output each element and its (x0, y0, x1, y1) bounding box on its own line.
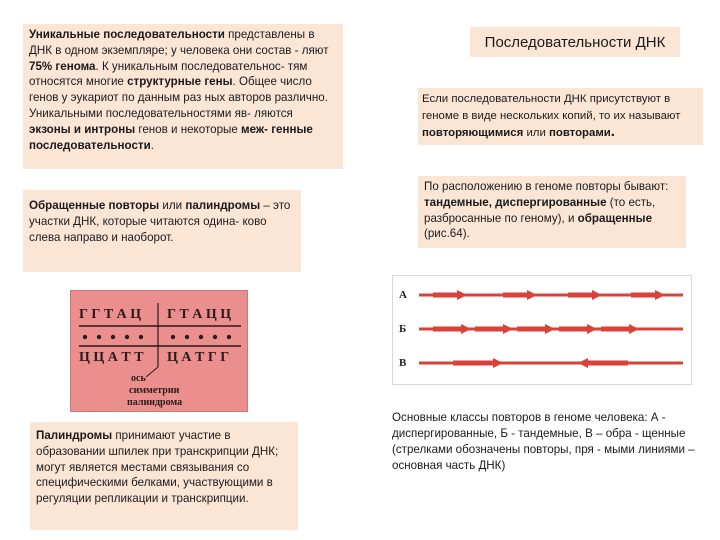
axis-label-2: симметрии (129, 385, 180, 396)
row-tandem (419, 324, 683, 334)
unique-text-5: . (150, 138, 154, 152)
location-text-3: (рис.64). (424, 227, 470, 241)
palindrome-desc-text: принимают участие в образовании шпилек при транскрипции ДНК; могут является местами связывания со специфическими белками, участвующими в регуляции репликации и транскрипции. (36, 429, 279, 506)
repeat-location-box (418, 176, 686, 248)
repeat-arrow-right (601, 324, 639, 334)
page-title: Последовательности ДНК (470, 27, 680, 57)
palindrome-right-top: Г Т А Ц Ц (167, 307, 232, 322)
bond-dots-left (83, 335, 143, 339)
palindrome-left-top: Г Г Т А Ц (79, 307, 142, 322)
unique-sequences-box (23, 24, 343, 169)
repeats-term-2: повторами (548, 127, 611, 139)
palindrome-diagram (71, 291, 249, 413)
location-text-1: По расположению в геноме повторы бывают: (424, 180, 669, 193)
palindrome-left-bottom: Ц Ц А Т Т (79, 350, 144, 365)
label-a: А (399, 289, 407, 301)
unique-term: Уникальные последовательности (29, 28, 225, 41)
unique-exons-introns: экзоны и интроны (29, 122, 136, 136)
unique-text-1: представлены в ДНК в одном экземпляре; у человека они состав - ляют (29, 28, 329, 57)
unique-percent: 75% генома (29, 59, 96, 73)
unique-text-4: генов и некоторые (135, 122, 242, 136)
palindrome-description-box (30, 422, 298, 530)
palindrome-figure (70, 290, 248, 412)
repeats-text-3: . (610, 123, 615, 140)
repeats-definition-box (418, 88, 703, 145)
inverted-text-2: – это участки ДНК, которые читаются одина- ково слева направо и наоборот. (29, 199, 291, 244)
repeat-classes-diagram (393, 276, 691, 384)
inverted-term: Обращенные повторы (29, 199, 160, 212)
repeats-term-1: повторяющимися (422, 127, 524, 139)
location-term-2: обращенные (577, 211, 653, 225)
unique-text-2: . К уникальным последовательнос- тям относятся многие (29, 59, 308, 89)
unique-text-3: . Общее число генов у эукариот по данным раз ных авторов различно. Уникальными последовательностями яв- ляются (29, 75, 328, 120)
figure-caption: Основные классы повторов в геноме человека: А - диспергированные, Б - тандемные, В – обра - щенные (стрелками обозначены повторы, пря - мыми линиями – основная часть ДНК) (392, 411, 695, 472)
repeat-arrow-right (433, 324, 471, 334)
repeats-text-2: или (523, 127, 549, 139)
repeats-text-1: Если последовательности ДНК присутствуют в геноме в виде нескольких копий, то их называют (422, 93, 681, 122)
repeat-arrow-right (453, 358, 503, 368)
repeat-arrow-right (475, 324, 513, 334)
axis-label-3: палиндрома (127, 397, 183, 408)
row-dispersed (419, 290, 683, 300)
repeat-arrow-right (559, 324, 597, 334)
location-text-2: (то есть, разбросанные по геному), и (424, 195, 656, 225)
label-b: Б (399, 323, 407, 335)
unique-intergenic: меж- генные последовательности (29, 122, 313, 152)
row-inverted (419, 358, 683, 368)
palindromes-term: палиндромы (185, 199, 261, 212)
axis-pointer (146, 367, 158, 377)
repeat-arrow-right (631, 290, 665, 300)
unique-structural-genes: структурные гены (127, 75, 233, 89)
repeat-arrow-right (517, 324, 555, 334)
inverted-text-1: или (159, 199, 186, 212)
bond-dots-right (171, 335, 231, 339)
repeat-arrow-right (568, 290, 602, 300)
axis-label-1: ось (131, 373, 146, 384)
repeat-classes-figure (392, 275, 692, 385)
palindrome-desc-term: Палиндромы (36, 429, 113, 442)
repeat-arrow-right (433, 290, 467, 300)
repeat-arrow-left (578, 358, 628, 368)
palindrome-right-bottom: Ц А Т Г Г (167, 350, 230, 365)
location-term-1: тандемные, диспергированные (424, 195, 607, 209)
inverted-repeats-box (23, 190, 301, 272)
label-v: В (399, 357, 407, 369)
repeat-arrow-right (503, 290, 537, 300)
